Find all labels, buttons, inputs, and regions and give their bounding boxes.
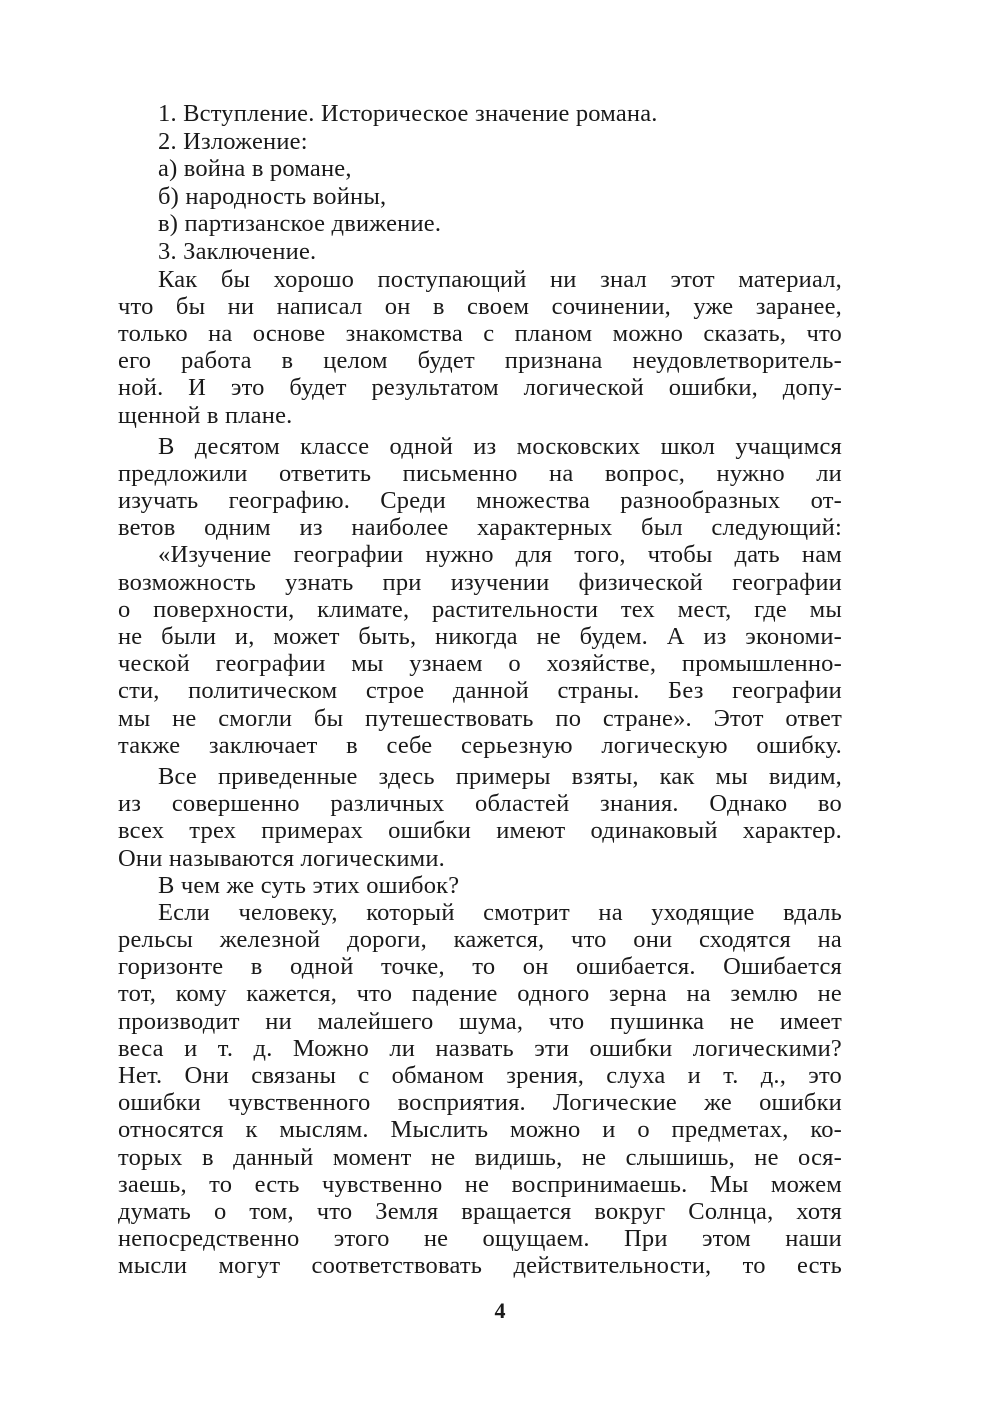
text-line: также заключает в себе серьезную логическую ошибку. xyxy=(118,731,842,759)
text-line: В десятом классе одной из московских школ учащимся xyxy=(158,432,842,460)
quote-paragraph xyxy=(118,541,842,759)
text-line: торых в данный момент не видишь, не слышишь, не ося- xyxy=(118,1143,842,1171)
plan-item: в) партизанское движение. xyxy=(158,210,442,238)
text-line: возможность узнать при изучении физической географии xyxy=(118,568,842,596)
plan-item: б) народность войны, xyxy=(158,182,387,210)
text-line: ветов одним из наиболее характерных был следующий: xyxy=(118,514,842,542)
text-line: всех трех примерах ошибки имеют одинаковый характер. xyxy=(118,817,842,845)
text-line: Все приведенные здесь примеры взяты, как мы видим, xyxy=(158,762,842,790)
text-line: Нет. Они связаны с обманом зрения, слуха и т. д., это xyxy=(118,1062,842,1089)
text-line: изучать географию. Среди множества разнообразных от- xyxy=(118,487,842,515)
text-line: непосредственно этого не ощущаем. При этом наши xyxy=(118,1225,842,1253)
text-line: тот, кому кажется, что падение одного зерна на землю не xyxy=(118,980,842,1008)
text-line: Если человеку, который смотрит на уходящие вдаль xyxy=(158,898,842,926)
page-body xyxy=(118,100,842,1280)
text-line: заешь, то есть чувственно не воспринимаешь. Мы можем xyxy=(118,1170,842,1198)
text-line: В чем же суть этих ошибок? xyxy=(158,871,460,899)
text-line: предложили ответить письменно на вопрос, нужно ли xyxy=(118,459,842,487)
text-line: Как бы хорошо поступающий ни знал этот материал, xyxy=(158,265,842,293)
text-line: мысли могут соответствовать действительности, то есть xyxy=(118,1252,842,1280)
text-line: его работа в целом будет признана неудовлетворитель- xyxy=(118,347,842,375)
paragraph xyxy=(118,763,842,872)
text-line: что бы ни написал он в своем сочинении, уже заранее, xyxy=(118,292,842,320)
text-line: не были и, может быть, никогда не будем. А из экономи- xyxy=(118,623,842,650)
text-line: производит ни малейшего шума, что пушинка не имеет xyxy=(118,1007,842,1035)
text-line: думать о том, что Земля вращается вокруг Солнца, хотя xyxy=(118,1197,842,1225)
plan-item: 3. Заключение. xyxy=(158,237,317,265)
text-line: из совершенно различных областей знания. Однако во xyxy=(118,790,842,818)
text-line: относятся к мыслям. Мыслить можно и о предметах, ко- xyxy=(118,1116,842,1144)
plan-item: 1. Вступление. Историческое значение романа. xyxy=(158,100,658,127)
text-line: рельсы железной дороги, кажется, что они сходятся на xyxy=(118,926,842,954)
plan-item: 2. Изложение: xyxy=(158,127,308,155)
plan-item: а) война в романе, xyxy=(158,155,352,183)
text-line: только на основе знакомства с планом можно сказать, что xyxy=(118,319,842,347)
page-number: 4 xyxy=(494,1298,506,1323)
text-line: ной. И это будет результатом логической ошибки, допу- xyxy=(118,374,842,402)
text-line: веса и т. д. Можно ли назвать эти ошибки логическими? xyxy=(118,1034,842,1062)
paragraph xyxy=(118,872,842,899)
text-line: о поверхности, климате, растительности тех мест, где мы xyxy=(118,595,842,623)
essay-plan xyxy=(118,100,842,266)
text-line: щенной в плане. xyxy=(118,401,293,429)
text-line: ошибки чувственного восприятия. Логические же ошибки xyxy=(118,1089,842,1117)
text-line: сти, политическом строе данной страны. Без географии xyxy=(118,677,842,705)
paragraph xyxy=(118,433,842,542)
text-line: мы не смогли бы путешествовать по стране». Этот ответ xyxy=(118,704,842,732)
text-line: горизонте в одной точке, то он ошибается. Ошибается xyxy=(118,953,842,981)
paragraph xyxy=(118,899,842,1280)
text-line: ческой географии мы узнаем о хозяйстве, промышленно- xyxy=(118,650,842,678)
paragraph xyxy=(118,266,842,429)
text-line: Они называются логическими. xyxy=(118,844,446,872)
text-line: «Изучение географии нужно для того, чтобы дать нам xyxy=(158,541,842,569)
